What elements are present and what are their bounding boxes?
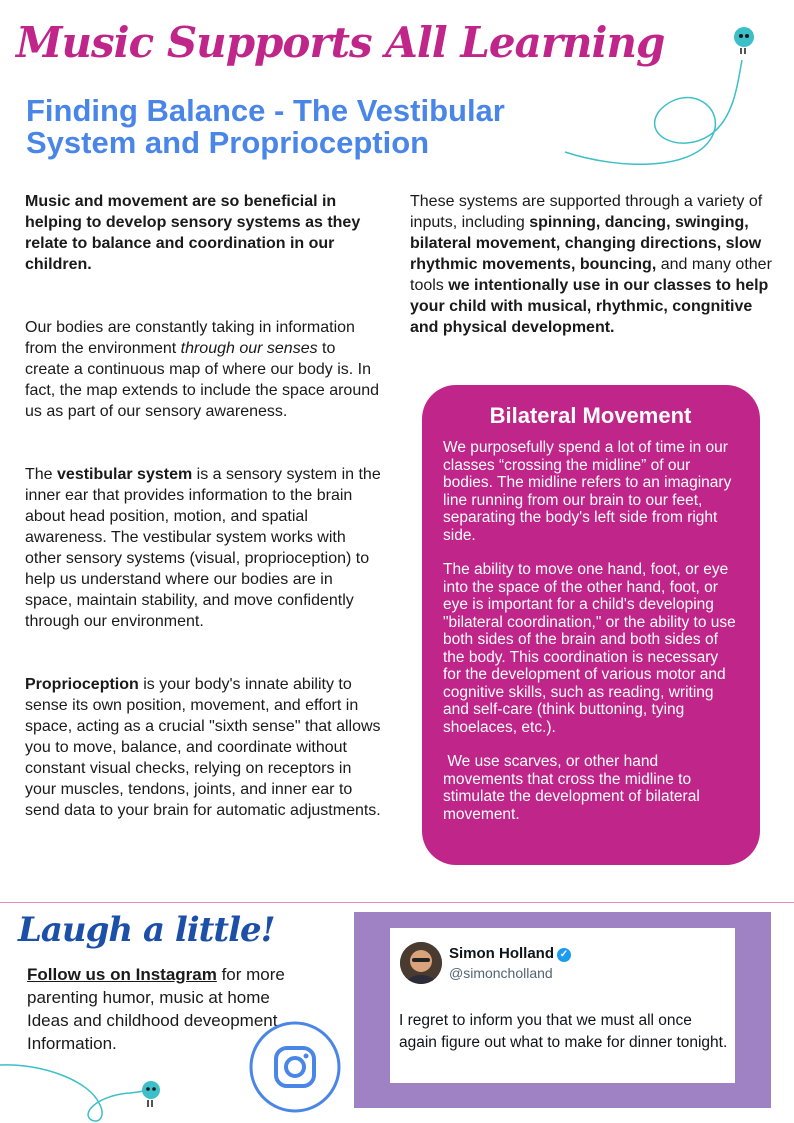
bilateral-title: Bilateral Movement [489, 403, 692, 428]
instagram-icon[interactable] [250, 1022, 340, 1112]
laugh-title: Laugh a little! [18, 910, 275, 950]
bilateral-paragraph-2: The ability to move one hand, foot, or eye into the space of the other hand, foot, or eye is important for a child's developing "bilateral coordination," or the ability to use both sides of the brain and both sides of the body. This coordination is necessary for the development of various motor and cognitive skills, such as reading, writing and self-care (think buttoning, tying shoelaces, etc.). [443, 561, 736, 736]
vestibular-paragraph: The vestibular system is a sensory system in the inner ear that provides information to the brain about head position, motion, and spatial awareness. The vestibular system works with other sensory systems (visual, proprioception) to help us understand where our bodies are in space, maintain stability, and move confidently through our environment. [25, 466, 381, 630]
intro-paragraph: Music and movement are so beneficial in helping to develop sensory systems as they relate to balance and coordination in our children. [25, 193, 361, 273]
section-divider [0, 902, 794, 903]
right-column [410, 191, 775, 338]
page-title: Music Supports All Learning [16, 18, 665, 67]
bilateral-movement-box [422, 385, 760, 865]
swirl-line-icon [0, 1055, 160, 1123]
bilateral-paragraph-1: We purposefully spend a lot of time in our classes “crossing the midline” of our bodies. The midline refers to an imaginary line running from our brain to our feet, separating the body's left side from right side. [443, 439, 732, 544]
verified-badge-icon: ✓ [557, 948, 571, 962]
inputs-paragraph: These systems are supported through a variety of inputs, including spinning, dancing, swinging, bilateral movement, changing directions, slow rhythmic movements, bouncing, and many other tools we intentionally use in our classes to help your child with musical, rhythmic, congnitive and physical development. [410, 193, 772, 336]
bilateral-paragraph-3: We use scarves, or other hand movements that cross the midline to stimulate the development of bilateral movement. [443, 753, 705, 823]
page-subtitle: Finding Balance - The Vestibular System and Proprioception [26, 93, 505, 160]
proprioception-paragraph: Proprioception is your body's innate ability to sense its own position, movement, and effort in space, acting as a crucial "sixth sense" that allows you to move, balance, and coordinate without constant visual checks, relying on receptors in your muscles, tendons, joints, and inner ear to send data to your brain for automatic adjustments. [25, 676, 381, 819]
avatar [400, 942, 442, 984]
tweet-author-name: Simon Holland ✓ [449, 945, 571, 962]
tweet-card [390, 928, 735, 1083]
tweet-text: I regret to inform you that we must all once again figure out what to make for dinner tonight. [399, 1012, 728, 1051]
character-doodle-icon [140, 1080, 164, 1110]
left-column [25, 191, 381, 821]
senses-paragraph: Our bodies are constantly taking in information from the environment through our senses to create a continuous map of where our body is. In fact, the map extends to include the space around us as part of our sensory awareness. [25, 319, 380, 420]
character-doodle-icon [732, 26, 758, 56]
instagram-promo: Follow us on Instagram for more parenting humor, music at home Ideas and childhood deveopment Information. [27, 965, 285, 1053]
instagram-link[interactable]: Follow us on Instagram [27, 965, 217, 984]
tweet-author-handle: @simoncholland [449, 965, 553, 981]
